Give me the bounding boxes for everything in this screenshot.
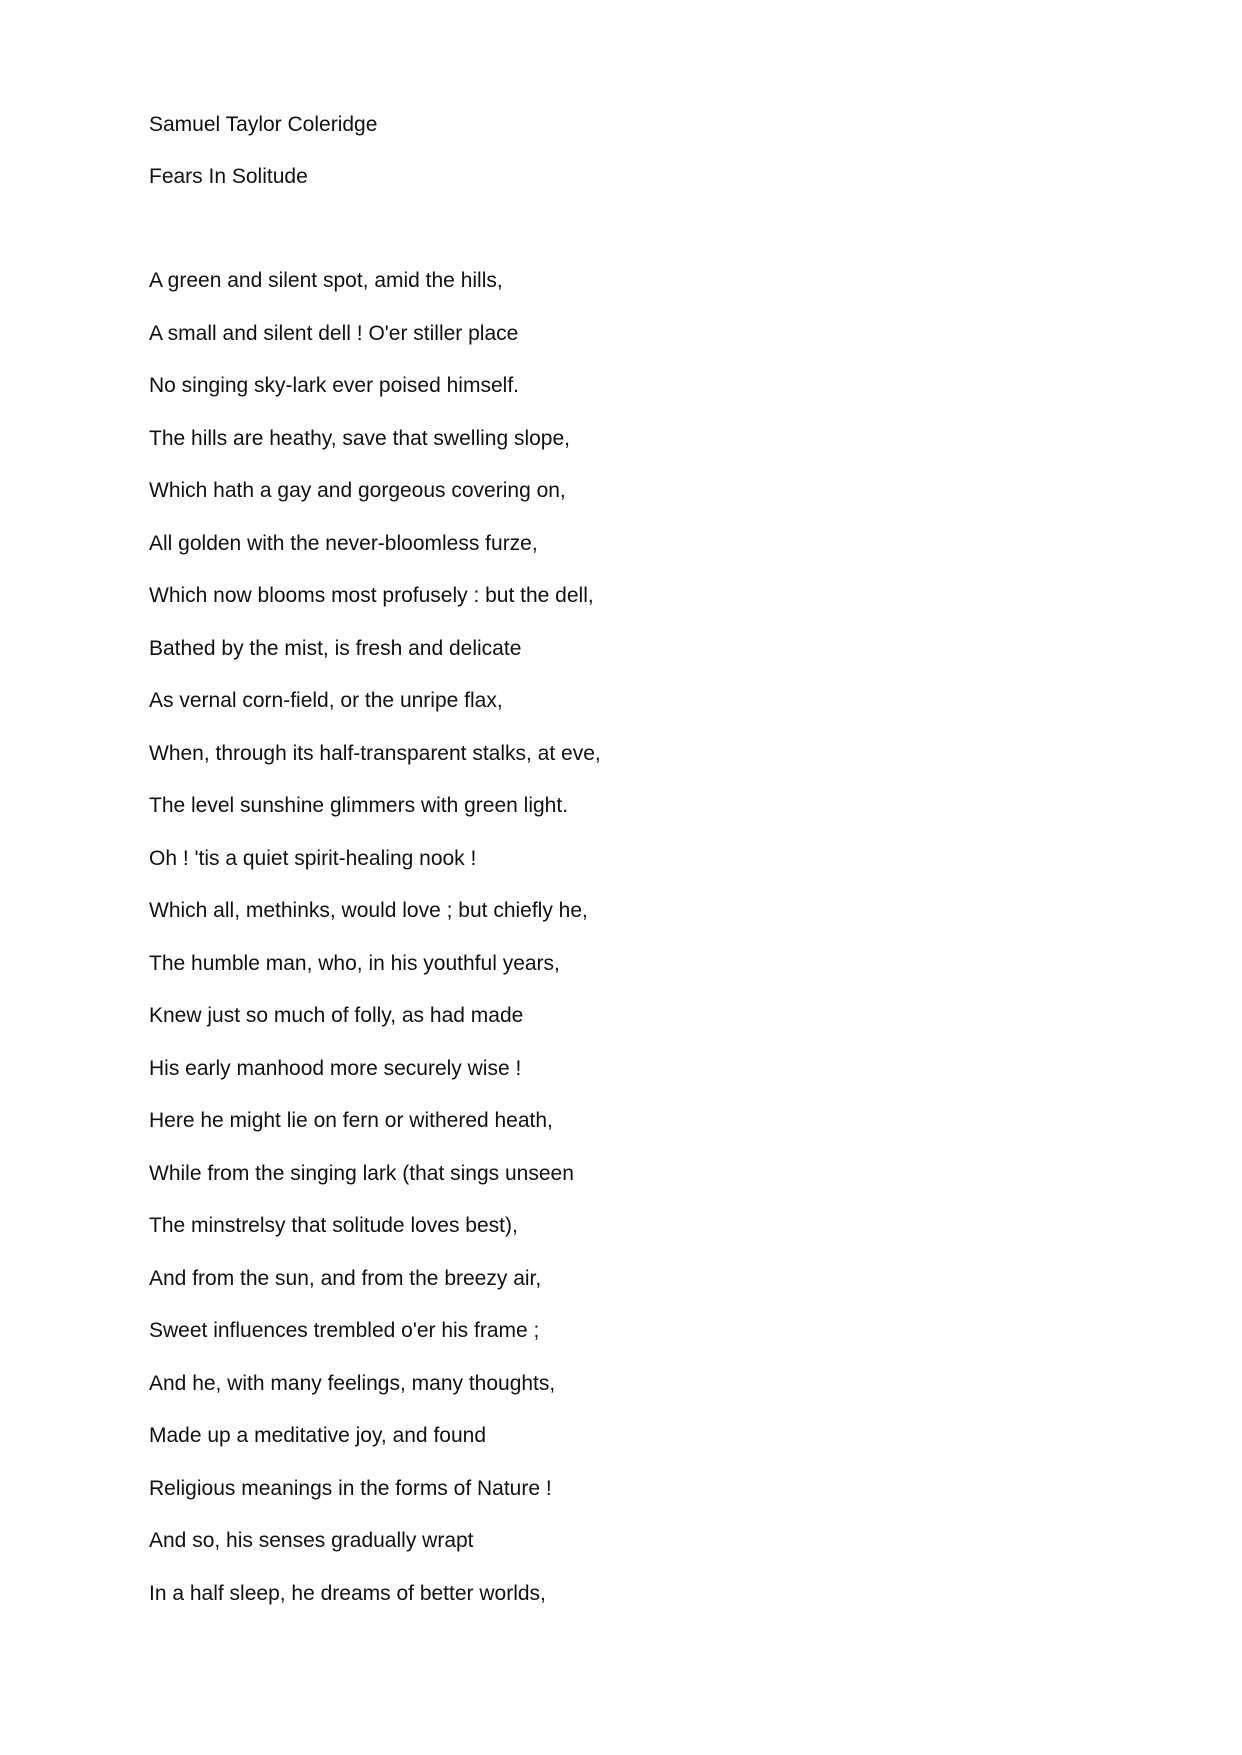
poem-line: The humble man, who, in his youthful years, [149,951,560,975]
poem-line: The minstrelsy that solitude loves best), [149,1214,518,1237]
poem-line: Which now blooms most profusely : but the dell, [149,584,594,607]
poem-line: Which hath a gay and gorgeous covering on, [149,479,566,502]
poem-line: In a half sleep, he dreams of better worlds, [149,1581,546,1605]
poem-line: Oh ! 'tis a quiet spirit-healing nook ! [149,846,477,870]
author-name: Samuel Taylor Coleridge [149,113,378,136]
poem-line: While from the singing lark (that sings unseen [149,1161,574,1185]
poem-line: All golden with the never-bloomless furze, [149,531,538,555]
poem-line: The hills are heathy, save that swelling slope, [149,426,571,450]
poem-line: Religious meanings in the forms of Nature ! [149,1476,552,1500]
poem-line: Bathed by the mist, is fresh and delicate [149,636,522,660]
poem-line: And from the sun, and from the breezy air, [149,1266,542,1290]
poem-line: No singing sky-lark ever poised himself. [149,374,519,397]
poem-line: And he, with many feelings, many thoughts, [149,1371,556,1395]
poem-body [149,267,601,1632]
poem-line: His early manhood more securely wise ! [149,1056,522,1080]
poem-line: Which all, methinks, would love ; but chiefly he, [149,899,588,922]
poem-line: When, through its half-transparent stalks, at eve, [149,741,601,765]
poem-line: Knew just so much of folly, as had made [149,1004,524,1027]
poem-line: Made up a meditative joy, and found [149,1424,486,1447]
poem-line: Sweet influences trembled o'er his frame ; [149,1319,540,1342]
poem-line: A green and silent spot, amid the hills, [149,269,503,292]
poem-line: A small and silent dell ! O'er stiller place [149,321,519,345]
poem-title: Fears In Solitude [149,165,308,188]
poem-line: The level sunshine glimmers with green light. [149,794,569,817]
poem-line: Here he might lie on fern or withered heath, [149,1109,553,1132]
poem-line: As vernal corn-field, or the unripe flax, [149,689,503,712]
poem-line: And so, his senses gradually wrapt [149,1529,474,1552]
